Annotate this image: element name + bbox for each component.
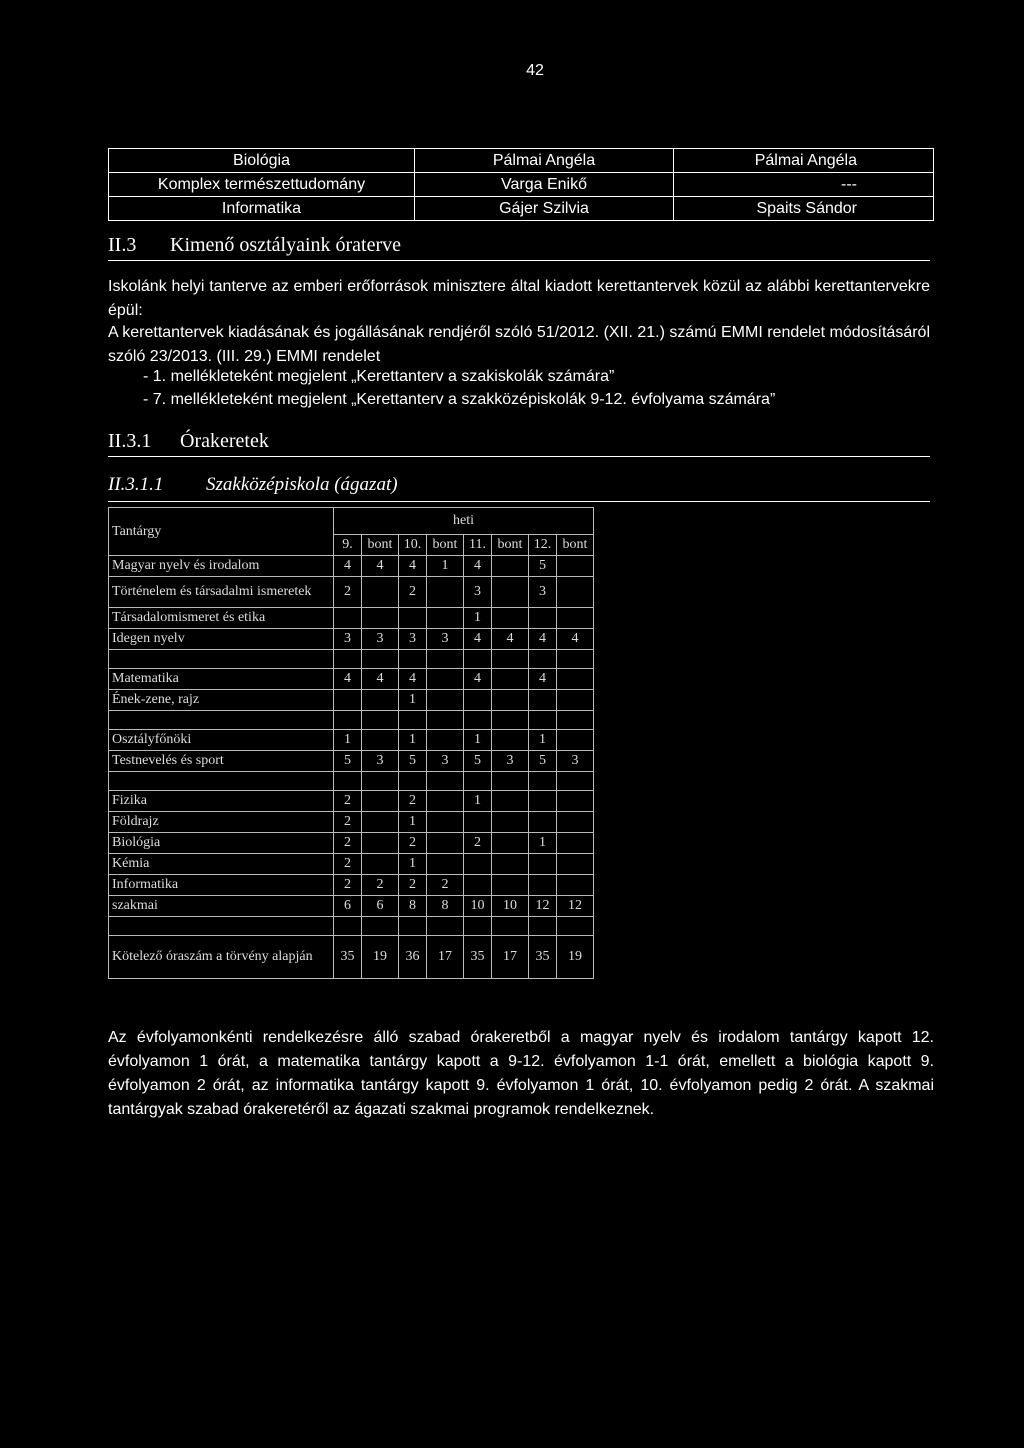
subject-cell: Matematika <box>109 669 334 690</box>
hours-cell <box>427 772 464 791</box>
page-number: 42 <box>526 62 544 79</box>
hours-cell: 4 <box>334 556 362 577</box>
hours-cell <box>529 812 557 833</box>
hours-cell <box>464 711 492 730</box>
hours-cell: 19 <box>557 936 594 979</box>
hours-cell: 2 <box>399 833 427 854</box>
hours-cell <box>427 854 464 875</box>
hours-cell <box>399 711 427 730</box>
hours-cell <box>492 875 529 896</box>
teacher-cell: Pálmai Angéla <box>415 149 674 173</box>
hours-cell <box>427 812 464 833</box>
hours-cell <box>334 690 362 711</box>
hours-cell <box>427 608 464 629</box>
hours-cell <box>557 669 594 690</box>
hours-table <box>108 507 594 979</box>
hours-cell <box>464 690 492 711</box>
bullet-1: - 1. mellékleteként megjelent „Kerettanterv a szakiskolák számára” <box>143 368 615 385</box>
table-row <box>109 812 594 833</box>
subject-cell: Testnevelés és sport <box>109 751 334 772</box>
hours-cell: 4 <box>399 669 427 690</box>
hours-cell <box>492 812 529 833</box>
hours-cell <box>427 833 464 854</box>
hours-cell <box>362 730 399 751</box>
subject-cell: Kémia <box>109 854 334 875</box>
hours-cell: 1 <box>464 608 492 629</box>
column-header: 12. <box>529 535 557 556</box>
hours-cell: 3 <box>334 629 362 650</box>
hours-cell <box>557 875 594 896</box>
hours-cell <box>362 650 399 669</box>
table-row <box>109 629 594 650</box>
subject-cell: Történelem és társadalmi ismeretek <box>109 577 334 608</box>
hours-cell <box>362 812 399 833</box>
paragraph-2: A kerettantervek kiadásának és jogállásának rendjéről szóló 51/2012. (XII. 21.) számú EMMI rendelet módosításáról szóló 23/2013. (III. 29.) EMMI rendelet <box>108 324 930 365</box>
hours-cell <box>492 711 529 730</box>
table-row <box>109 690 594 711</box>
subject-header: Tantárgy <box>109 508 334 556</box>
hours-cell <box>492 917 529 936</box>
hours-cell <box>362 917 399 936</box>
hours-cell: 3 <box>399 629 427 650</box>
hours-cell <box>557 833 594 854</box>
hours-cell: 3 <box>529 577 557 608</box>
table-row <box>109 854 594 875</box>
hours-cell <box>334 650 362 669</box>
hours-cell <box>362 854 399 875</box>
hours-cell <box>464 854 492 875</box>
hours-cell: 4 <box>362 556 399 577</box>
hours-cell: 4 <box>464 669 492 690</box>
hours-cell <box>399 650 427 669</box>
hours-cell <box>362 577 399 608</box>
hours-cell <box>529 791 557 812</box>
hours-cell: 3 <box>464 577 492 608</box>
hours-cell <box>492 556 529 577</box>
hours-cell <box>529 772 557 791</box>
hours-cell: 10 <box>464 896 492 917</box>
hours-cell: 4 <box>334 669 362 690</box>
hours-cell: 17 <box>427 936 464 979</box>
table-row <box>109 669 594 690</box>
table-row <box>109 896 594 917</box>
hours-cell <box>557 650 594 669</box>
teacher-row <box>109 173 934 197</box>
subject-cell: szakmai <box>109 896 334 917</box>
hours-cell <box>464 875 492 896</box>
hours-cell: 4 <box>464 556 492 577</box>
hours-cell: 12 <box>529 896 557 917</box>
hours-cell <box>334 917 362 936</box>
spacer-row <box>109 650 594 669</box>
hours-cell: 3 <box>362 751 399 772</box>
subsubsection-number: II.3.1.1 <box>108 474 164 495</box>
hours-cell: 19 <box>362 936 399 979</box>
hours-cell: 1 <box>464 730 492 751</box>
hours-cell <box>529 854 557 875</box>
subject-cell: Földrajz <box>109 812 334 833</box>
column-header: bont <box>492 535 529 556</box>
column-header: bont <box>557 535 594 556</box>
hours-cell: 3 <box>427 751 464 772</box>
table-row <box>109 577 594 608</box>
section-number: II.3 <box>108 234 137 256</box>
hours-cell <box>492 577 529 608</box>
hours-cell <box>464 917 492 936</box>
table-row <box>109 608 594 629</box>
hours-cell <box>557 772 594 791</box>
hours-cell: 2 <box>464 833 492 854</box>
subsubsection-title: Szakközépiskola (ágazat) <box>206 474 398 495</box>
hours-cell: 2 <box>334 854 362 875</box>
teacher-cell: Gájer Szilvia <box>415 197 674 221</box>
teacher-cell: Informatika <box>109 197 415 221</box>
table-row <box>109 751 594 772</box>
hours-cell: 8 <box>427 896 464 917</box>
hours-cell: 36 <box>399 936 427 979</box>
heti-header: heti <box>334 508 594 535</box>
hours-cell <box>362 690 399 711</box>
hours-cell <box>399 772 427 791</box>
subsection-title: Órakeretek <box>180 430 269 452</box>
hours-cell: 5 <box>334 751 362 772</box>
hours-cell <box>492 772 529 791</box>
bullet-2: - 7. mellékleteként megjelent „Kerettanterv a szakközépiskolák 9-12. évfolyama számára” <box>143 391 776 408</box>
hours-cell: 1 <box>427 556 464 577</box>
hours-cell <box>557 917 594 936</box>
table-row <box>109 730 594 751</box>
hours-cell <box>464 812 492 833</box>
hours-cell: 4 <box>399 556 427 577</box>
subsubsection-heading <box>108 474 930 502</box>
teacher-row <box>109 197 934 221</box>
hours-cell: 1 <box>334 730 362 751</box>
hours-cell <box>557 690 594 711</box>
hours-cell: 5 <box>464 751 492 772</box>
hours-cell: 2 <box>334 812 362 833</box>
hours-cell: 2 <box>399 875 427 896</box>
table-row <box>109 791 594 812</box>
column-header: bont <box>362 535 399 556</box>
hours-cell: 8 <box>399 896 427 917</box>
subject-cell <box>109 711 334 730</box>
hours-cell: 17 <box>492 936 529 979</box>
hours-cell: 2 <box>334 577 362 608</box>
subject-cell: Fizika <box>109 791 334 812</box>
hours-cell <box>529 875 557 896</box>
spacer-row <box>109 917 594 936</box>
hours-cell <box>427 650 464 669</box>
hours-cell <box>464 650 492 669</box>
subject-cell: Biológia <box>109 833 334 854</box>
hours-cell <box>557 854 594 875</box>
spacer-row <box>109 772 594 791</box>
section-heading <box>108 234 930 261</box>
hours-cell <box>557 608 594 629</box>
teacher-cell: Biológia <box>109 149 415 173</box>
column-header: 10. <box>399 535 427 556</box>
hours-cell <box>492 730 529 751</box>
hours-cell <box>399 608 427 629</box>
hours-cell: 35 <box>334 936 362 979</box>
hours-cell <box>492 833 529 854</box>
table-row <box>109 875 594 896</box>
hours-cell: 6 <box>334 896 362 917</box>
hours-cell <box>492 690 529 711</box>
subsection-number: II.3.1 <box>108 430 152 452</box>
hours-cell <box>362 833 399 854</box>
hours-cell: 1 <box>399 854 427 875</box>
hours-cell <box>529 711 557 730</box>
hours-cell: 4 <box>557 629 594 650</box>
teacher-row <box>109 149 934 173</box>
hours-cell: 2 <box>334 833 362 854</box>
hours-cell: 3 <box>427 629 464 650</box>
hours-cell <box>464 772 492 791</box>
hours-cell <box>557 791 594 812</box>
hours-cell <box>427 730 464 751</box>
subject-cell <box>109 772 334 791</box>
hours-cell: 2 <box>399 791 427 812</box>
section-title: Kimenő osztályaink óraterve <box>170 234 402 256</box>
paragraph-1: Iskolánk helyi tanterve az emberi erőforrások minisztere által kiadott kerettantervek közül az alábbi kerettantervekre épül: <box>108 278 930 319</box>
column-header: bont <box>427 535 464 556</box>
hours-cell: 5 <box>529 751 557 772</box>
hours-cell: 35 <box>529 936 557 979</box>
spacer-row <box>109 711 594 730</box>
hours-cell: 1 <box>399 690 427 711</box>
hours-cell <box>362 791 399 812</box>
hours-cell <box>529 690 557 711</box>
hours-cell: 2 <box>334 791 362 812</box>
footer-paragraph: Az évfolyamonkénti rendelkezésre álló szabad órakeretből a magyar nyelv és irodalom tantárgy kapott 12. évfolyamon 1 órát, a matematika tantárgy kapott a 9-12. évfolyamon 1-1 órát, emellett a biológia kapott 9. évfolyamon 2 órát, az informatika tantárgy kapott 9. évfolyamon 1 órát, 10. évfolyamon pedig 2 órát. A szakmai tantárgyak szabad órakeretéről az ágazati szakmai programok rendelkeznek. <box>108 1029 934 1118</box>
subject-cell: Társadalomismeret és etika <box>109 608 334 629</box>
hours-cell <box>529 650 557 669</box>
hours-cell: 4 <box>529 669 557 690</box>
hours-cell: 1 <box>529 833 557 854</box>
hours-cell <box>362 711 399 730</box>
hours-cell <box>427 577 464 608</box>
teacher-cell: Pálmai Angéla <box>674 149 934 173</box>
hours-cell: 2 <box>399 577 427 608</box>
column-header: 9. <box>334 535 362 556</box>
teacher-cell: Komplex természettudomány <box>109 173 415 197</box>
hours-cell <box>492 791 529 812</box>
hours-cell: 35 <box>464 936 492 979</box>
hours-cell <box>334 711 362 730</box>
hours-cell: 2 <box>427 875 464 896</box>
hours-cell <box>492 650 529 669</box>
hours-cell <box>557 711 594 730</box>
teacher-table <box>108 148 934 221</box>
subsection-heading <box>108 430 930 457</box>
hours-cell <box>529 917 557 936</box>
hours-cell: 5 <box>529 556 557 577</box>
hours-cell: 1 <box>399 812 427 833</box>
hours-cell <box>529 608 557 629</box>
hours-cell <box>334 608 362 629</box>
subject-cell: Kötelező óraszám a törvény alapján <box>109 936 334 979</box>
hours-cell <box>557 812 594 833</box>
hours-cell: 4 <box>492 629 529 650</box>
hours-cell <box>362 608 399 629</box>
teacher-cell: Varga Enikő <box>415 173 674 197</box>
subject-cell <box>109 917 334 936</box>
hours-cell: 4 <box>362 669 399 690</box>
hours-cell <box>427 669 464 690</box>
teacher-cell: Spaits Sándor <box>674 197 934 221</box>
hours-cell <box>334 772 362 791</box>
hours-cell: 3 <box>362 629 399 650</box>
hours-cell <box>492 854 529 875</box>
hours-cell: 12 <box>557 896 594 917</box>
subject-cell: Idegen nyelv <box>109 629 334 650</box>
table-row <box>109 556 594 577</box>
hours-cell: 4 <box>529 629 557 650</box>
subject-cell: Informatika <box>109 875 334 896</box>
hours-cell <box>557 577 594 608</box>
hours-cell <box>492 608 529 629</box>
hours-cell: 3 <box>557 751 594 772</box>
hours-cell <box>362 772 399 791</box>
subject-cell <box>109 650 334 669</box>
hours-cell: 3 <box>492 751 529 772</box>
hours-cell: 10 <box>492 896 529 917</box>
hours-cell: 2 <box>334 875 362 896</box>
hours-cell: 1 <box>399 730 427 751</box>
hours-cell <box>399 917 427 936</box>
subject-cell: Magyar nyelv és irodalom <box>109 556 334 577</box>
hours-cell <box>427 690 464 711</box>
subject-cell: Ének-zene, rajz <box>109 690 334 711</box>
subject-cell: Osztályfőnöki <box>109 730 334 751</box>
table-row <box>109 936 594 979</box>
teacher-cell: --- <box>674 173 934 197</box>
hours-cell <box>427 711 464 730</box>
hours-cell <box>427 917 464 936</box>
hours-cell: 2 <box>362 875 399 896</box>
hours-cell: 4 <box>464 629 492 650</box>
hours-cell: 5 <box>399 751 427 772</box>
hours-cell <box>557 556 594 577</box>
hours-cell <box>427 791 464 812</box>
table-row <box>109 833 594 854</box>
column-header: 11. <box>464 535 492 556</box>
hours-cell: 1 <box>464 791 492 812</box>
hours-cell <box>492 669 529 690</box>
hours-cell <box>557 730 594 751</box>
hours-cell: 1 <box>529 730 557 751</box>
hours-cell: 6 <box>362 896 399 917</box>
